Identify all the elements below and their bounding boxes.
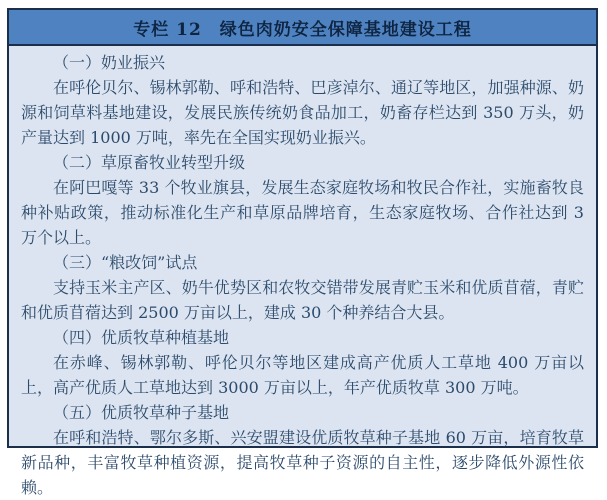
section-paragraph: 支持玉米主产区、奶牛优势区和农牧交错带发展青贮玉米和优质苜蓿，青贮和优质苜蓿达到 2500 万亩以上，建成 30 个种养结合大县。	[21, 278, 584, 322]
section-heading: （二）草原畜牧业转型升级	[53, 153, 246, 172]
column-box-panel	[7, 8, 598, 497]
panel-body	[9, 46, 596, 500]
section-grain-to-feed-pilot	[21, 250, 584, 325]
section-dairy-revitalization	[21, 50, 584, 150]
section-grassland-husbandry-upgrade	[21, 150, 584, 250]
section-heading: （一）奶业振兴	[53, 53, 166, 72]
section-quality-forage-seed-base	[21, 400, 584, 500]
panel-header	[9, 10, 596, 46]
section-paragraph: 在呼和浩特、鄂尔多斯、兴安盟建设优质牧草种子基地 60 万亩，培育牧草新品种，丰富牧草种植资源，提高牧草种子资源的自主性，逐步降低外源性依赖。	[21, 428, 584, 497]
section-heading: （五）优质牧草种子基地	[53, 403, 230, 422]
section-paragraph: 在呼伦贝尔、锡林郭勒、呼和浩特、巴彦淖尔、通辽等地区，加强种源、奶源和饲草料基地建设，发展民族传统奶食品加工，奶畜存栏达到 350 万头，奶产量达到 1000 万吨，率先在全国实现奶业振兴。	[21, 78, 584, 147]
section-heading: （三）“粮改饲”试点	[53, 253, 198, 272]
section-quality-forage-planting-base	[21, 325, 584, 400]
panel-title: 专栏 12 绿色肉奶安全保障基地建设工程	[133, 19, 472, 40]
section-paragraph: 在赤峰、锡林郭勒、呼伦贝尔等地区建成高产优质人工草地 400 万亩以上，高产优质人工草地达到 3000 万亩以上，年产优质牧草 300 万吨。	[21, 353, 584, 397]
section-heading: （四）优质牧草种植基地	[53, 328, 230, 347]
section-paragraph: 在阿巴嘎等 33 个牧业旗县，发展生态家庭牧场和牧民合作社，实施畜牧良种补贴政策，推动标准化生产和草原品牌培育，生态家庭牧场、合作社达到 3 万个以上。	[21, 178, 584, 247]
